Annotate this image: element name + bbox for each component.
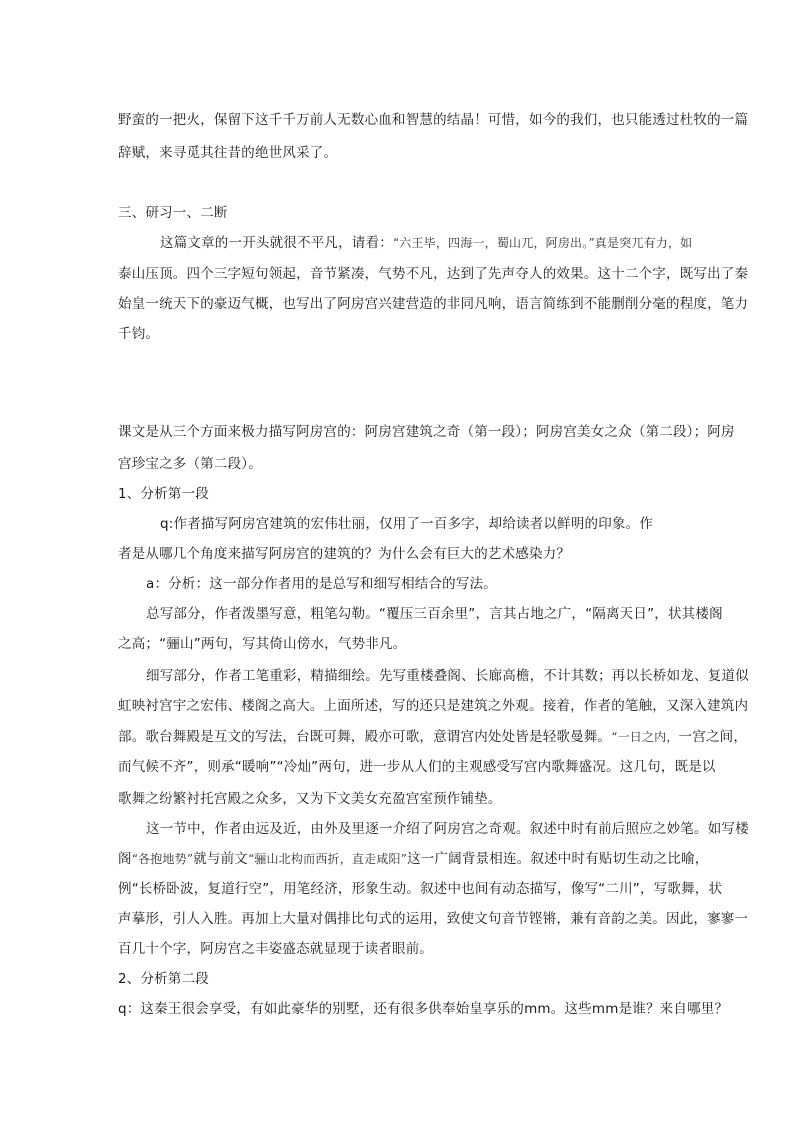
paragraph-text: 部。歌台舞殿是互文的写法，台既可舞，殿亦可歌，意谓宫内处处皆是轻歌曼舞。 <box>118 729 612 745</box>
paragraph-line: 之高；“骊山”两句，写其倚山傍水，气势非凡。 <box>118 636 407 652</box>
answer-line: a：分析：这一部分作者用的是总写和细写相结合的写法。 <box>146 576 497 592</box>
question-line: q:作者描写阿房宫建筑的宏伟壮丽，仅用了一百多字，却给读者以鲜明的印象。作 <box>160 516 654 532</box>
paragraph-line: 百几十个字，阿房宫之丰姿盛态就显现于读者眼前。 <box>118 941 434 957</box>
classical-quote: “一日之内， <box>611 730 679 744</box>
paragraph-line: 细写部分，作者工笔重彩，精描细绘。先写重楼叠阁、长廊高檐，不计其数；再以长桥如龙、复道似 <box>146 668 749 684</box>
subsection-heading: 2、分析第二段 <box>118 971 209 987</box>
subsection-heading: 1、分析第一段 <box>118 486 209 502</box>
paragraph-text: 就与前文 <box>193 851 248 867</box>
section-heading: 三、研习一、二断 <box>118 205 228 221</box>
paragraph-line <box>118 847 708 867</box>
paragraph-line: 这一节中，作者由远及近，由外及里逐一介绍了阿房宫之奇观。叙述中时有前后照应之妙笔。如写楼 <box>146 821 749 837</box>
paragraph-line: 声摹形，引人入胜。再加上大量对偶排比句式的运用，致使文句音节铿锵，兼有音韵之美。因此，寥寥一 <box>118 911 749 927</box>
paragraph-line <box>160 231 692 251</box>
paragraph-text: 这一广阔背景相连。叙述中时有贴切生动之比喻， <box>407 851 709 867</box>
paragraph-line <box>118 725 747 745</box>
paragraph-line: 虹映衬宫宇之宏伟、楼阁之高大。上面所述，写的还只是建筑之外观。接着，作者的笔触，又深入建筑内 <box>118 698 749 714</box>
question-line: q：这秦王很会享受，有如此豪华的别墅，还有很多供奉始皇享乐的mm。这些mm是谁？来自哪里？ <box>118 1001 729 1017</box>
paragraph-line: 始皇一统天下的豪迈气概，也写出了阿房宫兴建营造的非同凡响，语言简练到不能删削分毫的程度，笔力 <box>118 296 749 312</box>
paragraph-line: 泰山压顶。四个三字短句领起，音节紧凑，气势不凡，达到了先声夺人的效果。这十二个字，既写出了秦 <box>118 266 749 282</box>
paragraph-line: 课文是从三个方面来极力描写阿房宫的：阿房宫建筑之奇（第一段）；阿房宫美女之众（第二段）；阿房 <box>118 424 735 440</box>
paragraph-line: 辞赋，来寻觅其往昔的绝世风采了。 <box>118 145 338 161</box>
classical-quote: “骊山北构而西折，直走咸阳” <box>248 852 408 866</box>
paragraph-line: 例“长桥卧波，复道行空”，用笔经济，形象生动。叙述中也间有动态描写，像写“二川”，写歌舞，状 <box>118 881 723 897</box>
paragraph-line: 野蛮的一把火，保留下这千千万前人无数心血和智慧的结晶！可惜，如今的我们，也只能透过杜牧的一篇 <box>118 112 749 128</box>
paragraph-text: 这篇文章的一开头就很不平凡，请看： <box>160 235 393 251</box>
paragraph-line: 而气候不齐”，则承“暖响”“冷灿”两句，进一步从人们的主观感受写宫内歌舞盛况。这几句，既是以 <box>118 759 716 775</box>
paragraph-line: 歌舞之纷繁衬托宫殿之众多，又为下文美女充盈宫室预作铺垫。 <box>118 791 502 807</box>
paragraph-line: 千钧。 <box>118 326 160 342</box>
paragraph-text: 一宫之间， <box>678 729 748 745</box>
paragraph-line: 总写部分，作者泼墨写意，粗笔勾勒。“覆压三百余里”，言其占地之广，“隔离天日”，状其楼阁 <box>146 606 723 622</box>
paragraph-text: 阁 <box>118 851 132 867</box>
classical-quote: “各抱地势” <box>131 852 194 866</box>
paragraph-line: 宫珍宝之多（第二段）。 <box>118 456 262 472</box>
question-line: 者是从哪几个角度来描写阿房宫的建筑的？为什么会有巨大的艺术感染力？ <box>118 546 571 562</box>
classical-quote: “六王毕，四海一，蜀山兀，阿房出。”真是突兀有力，如 <box>392 236 693 250</box>
